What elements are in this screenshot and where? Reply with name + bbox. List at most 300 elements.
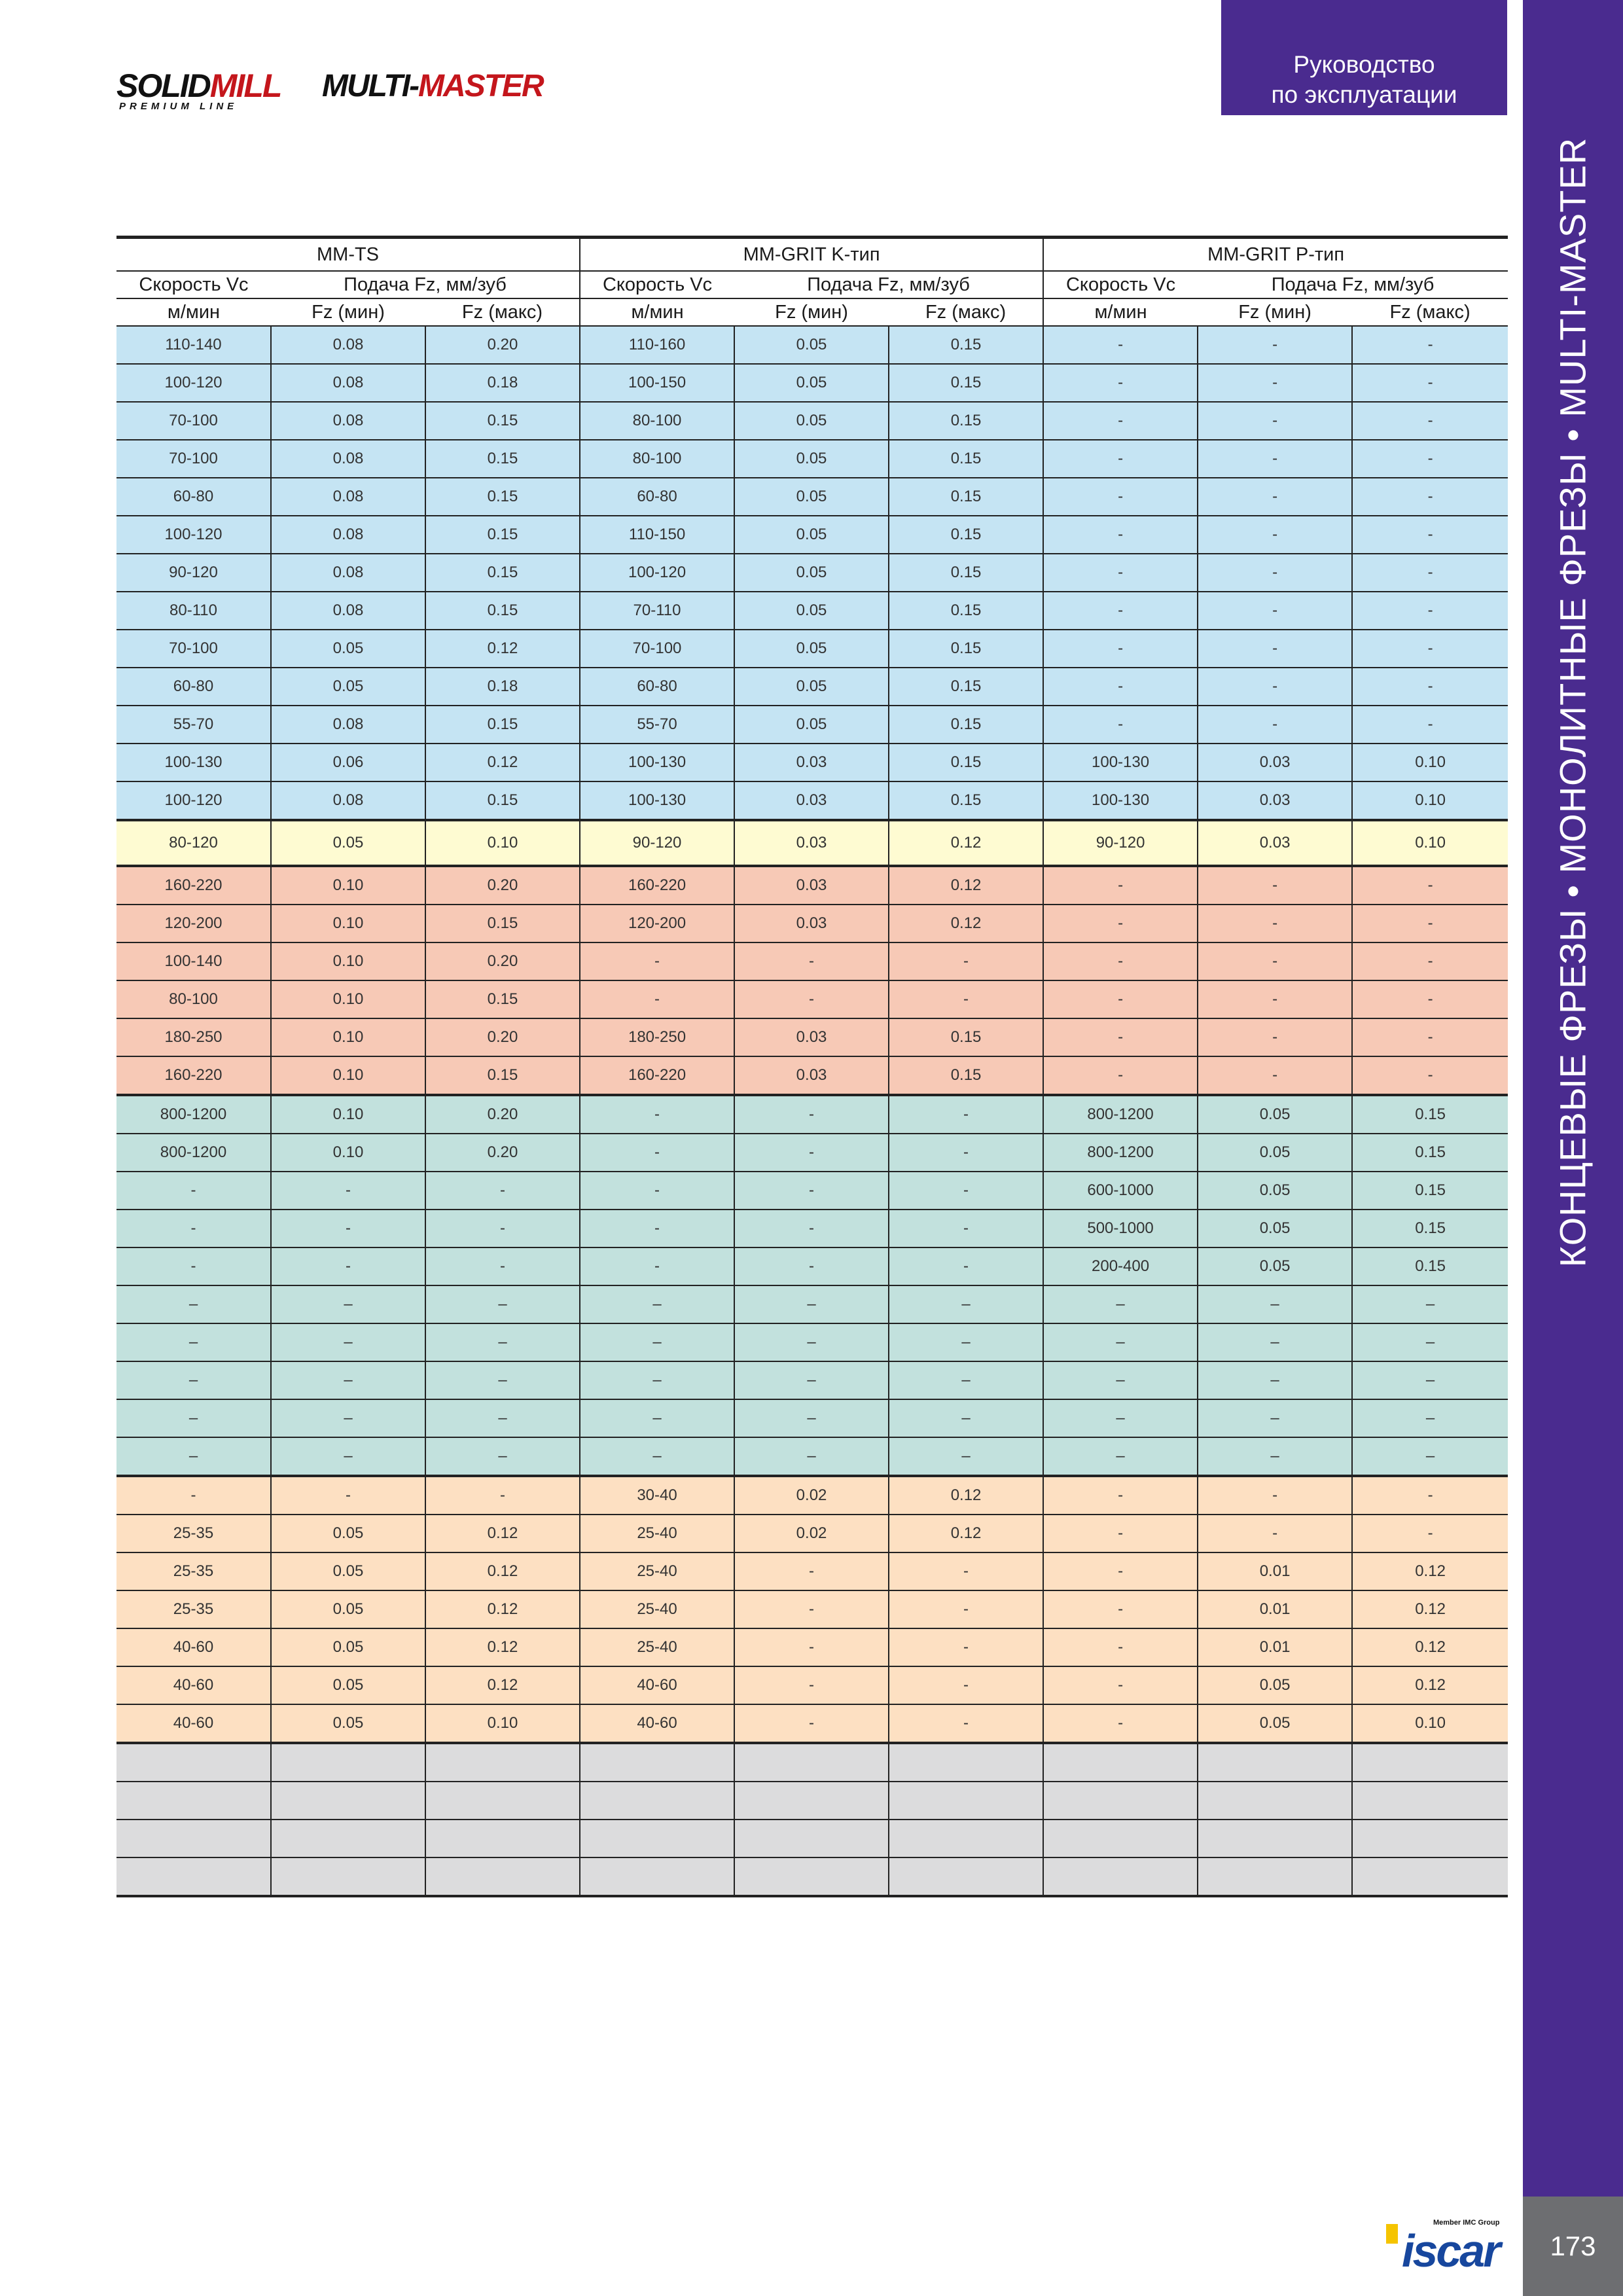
table-cell: 0.05 [734,440,889,478]
table-cell: – [116,1437,271,1476]
table-cell [116,1857,271,1896]
table-cell: 110-150 [580,516,734,554]
table-cell: 0.12 [425,1590,580,1628]
table-cell: 0.05 [271,668,425,706]
table-row [116,326,1508,364]
table-cell: 80-120 [116,820,271,866]
table-cell: 40-60 [116,1704,271,1743]
logo-solidmill-main: SOLID [116,67,210,104]
table-cell: 80-100 [116,980,271,1018]
table-cell: - [1198,1056,1352,1095]
table-cell: 120-200 [580,905,734,942]
table-cell: 180-250 [116,1018,271,1056]
table-cell: – [1352,1323,1508,1361]
table-cell: - [734,1172,889,1210]
table-cell: 0.03 [734,781,889,820]
table-cell: 0.20 [425,1018,580,1056]
table-cell: 0.08 [271,440,425,478]
table-cell: 25-35 [116,1590,271,1628]
table-cell: - [889,1666,1043,1704]
table-cell: 25-40 [580,1628,734,1666]
table-cell: - [1043,478,1198,516]
table-cell: 40-60 [580,1704,734,1743]
table-cell: 0.15 [1352,1134,1508,1172]
table-row [116,744,1508,781]
table-cell: - [1198,1515,1352,1552]
unit-fz-min: Fz (мин) [271,298,425,326]
table-cell: 160-220 [580,866,734,905]
table-cell: 0.15 [425,980,580,1018]
table-cell: - [889,1704,1043,1743]
table-cell: – [271,1437,425,1476]
table-cell: 0.08 [271,516,425,554]
table-cell: - [1198,478,1352,516]
multimaster-logo [322,71,543,102]
table-row [116,1323,1508,1361]
table-cell: 0.15 [889,516,1043,554]
table-cell: 80-110 [116,592,271,630]
table-cell: - [1198,706,1352,744]
table-cell: - [1043,326,1198,364]
table-cell: 0.18 [425,364,580,402]
table-cell: 0.15 [889,1056,1043,1095]
table-cell: – [1043,1399,1198,1437]
table-cell: 0.15 [889,440,1043,478]
table-cell: 0.15 [425,706,580,744]
table-cell: 0.08 [271,781,425,820]
table-cell: 0.15 [889,326,1043,364]
table-cell: - [1043,905,1198,942]
table-cell: - [1352,402,1508,440]
table-cell: 0.05 [1198,1704,1352,1743]
table-cell: - [1043,554,1198,592]
table-cell: - [1352,630,1508,668]
table-cell: 30-40 [580,1476,734,1515]
table-cell: - [734,980,889,1018]
table-cell: 0.12 [425,1666,580,1704]
table-row [116,1437,1508,1476]
table-cell: 0.05 [734,326,889,364]
table-cell: 100-130 [116,744,271,781]
table-cell: - [889,1247,1043,1285]
table-cell: 0.15 [425,402,580,440]
table-cell: – [1198,1437,1352,1476]
table-cell: 0.12 [1352,1552,1508,1590]
table-cell: 0.20 [425,942,580,980]
table-cell [425,1820,580,1857]
table-cell: - [1198,630,1352,668]
table-cell: 100-130 [580,744,734,781]
unit-fz-max: Fz (макс) [425,298,580,326]
table-cell: - [889,1552,1043,1590]
logo-multimaster-main: MULTI- [322,69,419,103]
table-cell: 70-100 [580,630,734,668]
table-cell: 180-250 [580,1018,734,1056]
table-cell: 0.03 [1198,820,1352,866]
table-cell: 70-100 [116,630,271,668]
table-cell: 0.05 [734,516,889,554]
table-cell: 0.05 [734,706,889,744]
table-cell: 800-1200 [116,1134,271,1172]
table-row [116,1095,1508,1134]
table-cell: 0.12 [425,1515,580,1552]
table-cell: – [425,1323,580,1361]
table-cell: 0.10 [1352,820,1508,866]
table-cell: 0.12 [425,1552,580,1590]
table-cell: 90-120 [580,820,734,866]
table-cell: 0.18 [425,668,580,706]
table-cell: 0.12 [425,630,580,668]
table-row [116,1704,1508,1743]
table-cell: 0.05 [271,820,425,866]
table-cell: – [889,1285,1043,1323]
guide-line2: по эксплуатации [1271,81,1457,108]
table-cell: - [580,1210,734,1247]
table-row [116,866,1508,905]
table-cell: - [1352,668,1508,706]
table-cell: 0.15 [1352,1247,1508,1285]
table-cell: 0.05 [1198,1210,1352,1247]
table-row [116,1399,1508,1437]
table-cell [425,1743,580,1782]
table-row [116,980,1508,1018]
table-cell: 90-120 [116,554,271,592]
table-cell: 100-130 [1043,744,1198,781]
table-cell [580,1743,734,1782]
logo-solidmill-sub: PREMIUM LINE [119,101,238,112]
table-cell [1198,1782,1352,1820]
table-cell: 0.20 [425,1134,580,1172]
table-cell: 160-220 [580,1056,734,1095]
table-cell: 0.10 [425,820,580,866]
table-row [116,440,1508,478]
table-cell: - [1198,1018,1352,1056]
table-cell [116,1782,271,1820]
speed-header: Скорость Vc [1043,271,1198,298]
table-cell: – [1352,1361,1508,1399]
table-cell: - [1352,866,1508,905]
table-cell: - [1043,942,1198,980]
table-cell: 0.15 [889,554,1043,592]
table-row [116,1628,1508,1666]
table-cell: - [1043,364,1198,402]
unit-m-min: м/мин [580,298,734,326]
table-cell: - [1352,942,1508,980]
table-cell: 0.15 [425,554,580,592]
table-cell: - [1043,516,1198,554]
table-cell: - [889,1210,1043,1247]
table-cell: – [734,1285,889,1323]
table-cell: - [425,1172,580,1210]
table-cell: 110-160 [580,326,734,364]
table-cell: - [1352,1056,1508,1095]
table-cell: - [734,1247,889,1285]
table-cell: 0.10 [271,905,425,942]
table-cell: 0.10 [271,866,425,905]
table-cell: 160-220 [116,866,271,905]
table-cell: - [1352,326,1508,364]
table-cell: 0.03 [1198,744,1352,781]
unit-fz-max: Fz (макс) [1352,298,1508,326]
table-cell: - [1043,402,1198,440]
table-cell: – [889,1437,1043,1476]
table-cell: – [580,1399,734,1437]
table-cell: 500-1000 [1043,1210,1198,1247]
table-cell: - [1352,554,1508,592]
table-cell: – [271,1361,425,1399]
table-cell [1352,1857,1508,1896]
table-cell: - [1198,905,1352,942]
table-row [116,706,1508,744]
table-cell: 60-80 [116,478,271,516]
table-cell: 0.08 [271,326,425,364]
table-cell: – [734,1437,889,1476]
table-cell: 0.05 [734,554,889,592]
table-cell: 55-70 [580,706,734,744]
table-row [116,1476,1508,1515]
table-cell: 0.03 [1198,781,1352,820]
table-cell [734,1743,889,1782]
table-cell [1352,1820,1508,1857]
table-cell: 25-40 [580,1515,734,1552]
table-cell: – [271,1399,425,1437]
table-cell: 0.08 [271,478,425,516]
table-cell [580,1857,734,1896]
table-cell: 0.15 [1352,1210,1508,1247]
table-cell [425,1857,580,1896]
group-header-mm-grit-k: MM-GRIT K-тип [580,238,1043,272]
table-cell: - [1043,1666,1198,1704]
table-cell: 100-130 [1043,781,1198,820]
table-cell: 110-140 [116,326,271,364]
table-cell: - [1043,440,1198,478]
table-cell: - [1043,1628,1198,1666]
table-cell: 600-1000 [1043,1172,1198,1210]
table-row [116,1285,1508,1323]
table-cell: 0.10 [1352,781,1508,820]
table-cell: – [1198,1361,1352,1399]
table-cell: - [734,1704,889,1743]
table-cell: – [889,1361,1043,1399]
table-cell: 0.03 [734,744,889,781]
table-cell: - [1043,980,1198,1018]
table-cell: 100-150 [580,364,734,402]
table-cell [734,1782,889,1820]
table-cell: – [580,1437,734,1476]
table-cell: – [580,1285,734,1323]
table-cell: 60-80 [580,478,734,516]
table-cell: 0.03 [734,905,889,942]
table-cell: 0.12 [889,905,1043,942]
table-cell: - [1043,1552,1198,1590]
table-cell: - [1043,1476,1198,1515]
table-cell: 800-1200 [1043,1095,1198,1134]
table-cell: 0.06 [271,744,425,781]
table-cell: 0.12 [889,820,1043,866]
table-cell: 0.01 [1198,1628,1352,1666]
table-cell: 0.10 [425,1704,580,1743]
table-cell: 0.05 [271,1552,425,1590]
table-cell: 0.01 [1198,1590,1352,1628]
table-cell: 0.20 [425,866,580,905]
table-cell: – [580,1323,734,1361]
table-row [116,1515,1508,1552]
table-cell: 40-60 [580,1666,734,1704]
table-cell: 0.12 [889,866,1043,905]
table-cell [271,1857,425,1896]
table-row [116,554,1508,592]
feed-header: Подача Fz, мм/зуб [271,271,580,298]
table-cell: 0.15 [425,781,580,820]
table-cell: 0.10 [271,980,425,1018]
table-cell: - [580,942,734,980]
table-cell: 0.10 [271,942,425,980]
table-cell: 0.05 [734,668,889,706]
table-cell: - [1198,980,1352,1018]
table-cell: 0.05 [1198,1134,1352,1172]
table-row [116,1782,1508,1820]
table-cell: 0.15 [425,592,580,630]
table-cell: 0.05 [734,478,889,516]
table-cell: – [1352,1285,1508,1323]
table-cell: 800-1200 [116,1095,271,1134]
table-cell: 0.05 [271,1704,425,1743]
table-cell: 0.15 [889,668,1043,706]
table-row [116,1134,1508,1172]
table-row [116,781,1508,820]
logo-solidmill-accent: MILL [209,67,281,104]
table-cell: 70-110 [580,592,734,630]
table-cell: 100-120 [116,364,271,402]
table-cell: – [734,1361,889,1399]
table-cell: 0.12 [889,1515,1043,1552]
table-cell: 25-40 [580,1590,734,1628]
unit-fz-min: Fz (мин) [734,298,889,326]
table-cell: - [425,1247,580,1285]
user-guide-box [1221,0,1507,115]
table-cell: 0.10 [1352,1704,1508,1743]
table-cell: - [1043,866,1198,905]
table-cell: 0.05 [271,1666,425,1704]
table-cell [1043,1857,1198,1896]
unit-fz-min: Fz (мин) [1198,298,1352,326]
table-cell: - [889,980,1043,1018]
table-cell [580,1820,734,1857]
table-cell: 0.15 [425,905,580,942]
table-cell: 0.20 [425,326,580,364]
table-cell [1043,1743,1198,1782]
table-cell [889,1743,1043,1782]
table-cell: 100-120 [116,516,271,554]
table-cell: - [580,980,734,1018]
table-cell: 0.02 [734,1476,889,1515]
table-cell: - [1352,478,1508,516]
table-cell: – [271,1285,425,1323]
table-cell: 0.03 [734,820,889,866]
iscar-logo-bar [1386,2224,1398,2244]
table-cell: – [889,1323,1043,1361]
group-header-mm-ts: MM-TS [116,238,580,272]
table-cell: - [1352,440,1508,478]
table-cell: 0.15 [889,364,1043,402]
table-cell: – [116,1399,271,1437]
table-cell: - [1043,1590,1198,1628]
table-cell: - [734,1134,889,1172]
table-cell: - [734,1210,889,1247]
table-cell: 0.10 [271,1134,425,1172]
table-cell: 0.15 [425,516,580,554]
table-row [116,630,1508,668]
table-row [116,1056,1508,1095]
table-cell: 0.15 [889,402,1043,440]
table-cell: 0.08 [271,554,425,592]
table-cell [425,1782,580,1820]
table-cell: 0.10 [1352,744,1508,781]
table-cell: - [1198,866,1352,905]
table-cell [1198,1820,1352,1857]
table-cell: 0.05 [271,1515,425,1552]
table-cell: - [1198,554,1352,592]
table-cell: 0.05 [271,630,425,668]
table-cell: - [1198,668,1352,706]
table-row [116,1247,1508,1285]
table-cell: 0.15 [1352,1095,1508,1134]
unit-fz-max: Fz (макс) [889,298,1043,326]
table-cell: 25-40 [580,1552,734,1590]
table-cell: 0.15 [425,1056,580,1095]
table-row [116,1590,1508,1628]
table-cell: 800-1200 [1043,1134,1198,1172]
table-row [116,1018,1508,1056]
table-cell: - [734,1628,889,1666]
table-cell: - [1352,980,1508,1018]
table-cell: - [1198,440,1352,478]
table-cell: - [580,1095,734,1134]
table-cell: 0.03 [734,1018,889,1056]
table-cell: 0.15 [425,478,580,516]
table-cell: 100-140 [116,942,271,980]
table-cell: - [580,1134,734,1172]
table-cell: - [1198,364,1352,402]
table-cell: 0.08 [271,592,425,630]
table-cell: 0.01 [1198,1552,1352,1590]
table-cell [1198,1743,1352,1782]
table-cell: - [116,1172,271,1210]
table-cell: – [1043,1437,1198,1476]
table-row [116,402,1508,440]
table-cell: 100-120 [580,554,734,592]
table-cell: - [271,1247,425,1285]
table-cell: 0.05 [734,364,889,402]
table-cell: – [425,1437,580,1476]
table-cell: – [889,1399,1043,1437]
table-row [116,1820,1508,1857]
table-cell: 0.05 [734,630,889,668]
table-cell: - [1352,364,1508,402]
table-cell: 0.12 [425,744,580,781]
table-cell: – [425,1285,580,1323]
table-cell: – [580,1361,734,1399]
table-row [116,668,1508,706]
table-cell: 0.05 [1198,1247,1352,1285]
table-cell: - [116,1476,271,1515]
table-cell: 40-60 [116,1628,271,1666]
table-cell: - [889,1134,1043,1172]
table-cell: 60-80 [116,668,271,706]
table-cell: – [1352,1437,1508,1476]
table-cell: - [271,1210,425,1247]
table-cell: 200-400 [1043,1247,1198,1285]
